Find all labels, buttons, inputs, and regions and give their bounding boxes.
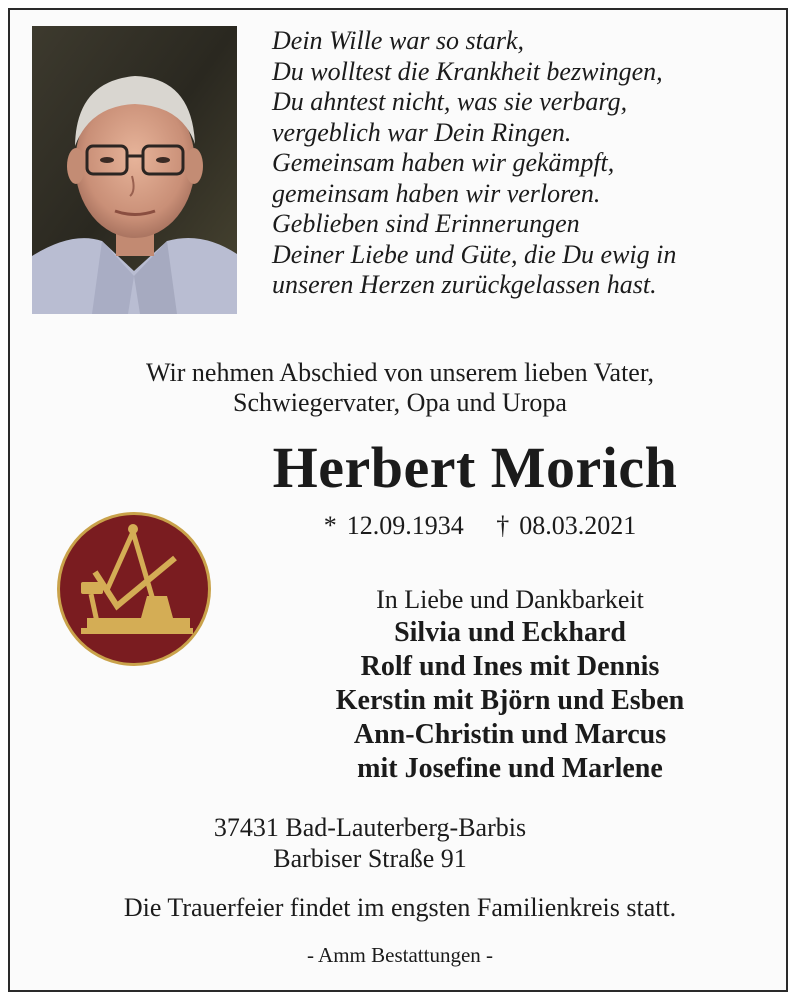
birth-symbol: *: [323, 511, 337, 540]
signoff: In Liebe und Dankbarkeit: [376, 585, 644, 614]
death-date: 08.03.2021: [519, 511, 637, 540]
obituary-notice: [8, 8, 788, 992]
address-line: Barbiser Straße 91: [273, 844, 467, 873]
address: [160, 812, 580, 874]
death-symbol: †: [496, 511, 510, 540]
ceremony-note: Die Trauerfeier findet im engsten Familienkreis statt.: [123, 893, 677, 922]
poem: [272, 26, 772, 301]
poem-line: vergeblich war Dein Ringen.: [272, 117, 572, 147]
poem-line: Dein Wille war so stark,: [272, 26, 525, 55]
carpenter-tools-icon: [55, 510, 213, 668]
poem-line: Geblieben sind Erinnerungen: [272, 209, 580, 238]
family-member: Silvia und Eckhard: [394, 617, 626, 648]
life-dates: [225, 510, 725, 542]
farewell-intro: [10, 358, 790, 418]
family-member: Rolf und Ines mit Dennis: [360, 651, 660, 682]
family-member: mit Josefine und Marlene: [357, 753, 663, 784]
poem-line: Deiner Liebe und Güte, die Du ewig in: [272, 239, 677, 269]
poem-line: Du ahntest nicht, was sie verbarg,: [272, 87, 628, 116]
poem-line: gemeinsam haben wir verloren.: [272, 178, 601, 208]
portrait-photo: [32, 26, 237, 314]
undertaker-credit: - Amm Bestattungen -: [306, 943, 494, 967]
birth-date: 12.09.1934: [346, 511, 464, 540]
poem-line: Du wolltest die Krankheit bezwingen,: [272, 56, 663, 86]
family-member: Kerstin mit Björn und Esben: [335, 685, 685, 716]
intro-line: Schwiegervater, Opa und Uropa: [233, 388, 567, 417]
deceased-name: Herbert Morich: [272, 435, 678, 500]
address-line: 37431 Bad-Lauterberg-Barbis: [213, 813, 527, 842]
family-member: Ann-Christin und Marcus: [353, 719, 667, 750]
poem-line: Gemeinsam haben wir gekämpft,: [272, 148, 615, 177]
family-list: [260, 616, 760, 786]
poem-line: unseren Herzen zurückgelassen hast.: [272, 270, 657, 299]
portrait-image: [32, 26, 237, 314]
intro-line: Wir nehmen Abschied von unserem lieben Vater,: [146, 358, 654, 387]
